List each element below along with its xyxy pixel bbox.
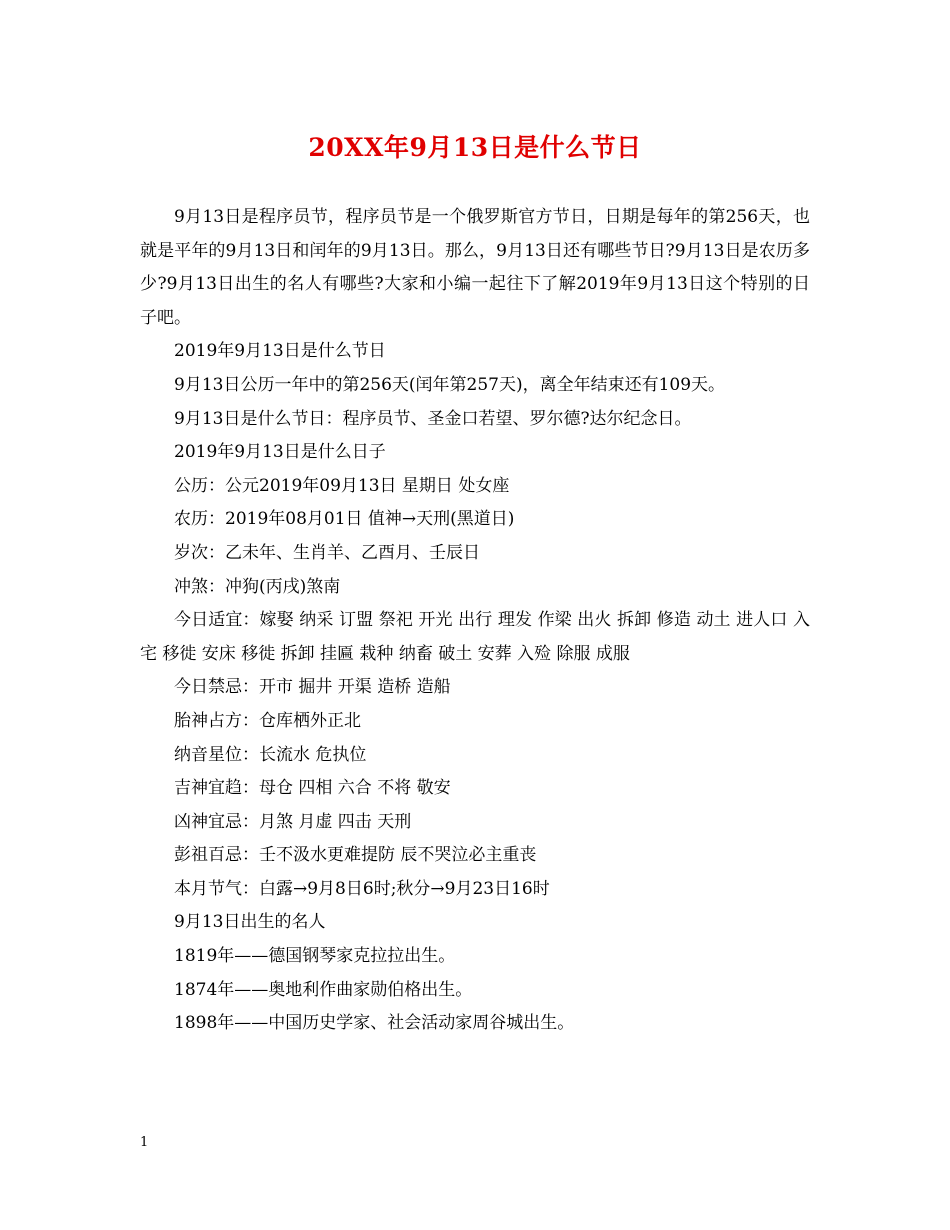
paragraph: 9月13日是程序员节，程序员节是一个俄罗斯官方节日，日期是每年的第256天，也就是平年的9月13日和闰年的9月13日。那么，9月13日还有哪些节日?9月13日是农历多少?9月13日出生的名人有哪些?大家和小编一起往下了解2019年9月13日这个特别的日子吧。 (140, 207, 810, 328)
paragraph: 凶神宜忌：月煞 月虚 四击 天刑 (174, 811, 412, 832)
page-number: 1 (140, 1135, 149, 1150)
paragraph: 9月13日出生的名人 (174, 912, 326, 933)
paragraph: 1874年——奥地利作曲家勋伯格出生。 (174, 979, 473, 1000)
paragraph: 胎神占方：仓库栖外正北 (174, 710, 361, 731)
paragraph: 9月13日是什么节日：程序员节、圣金口若望、罗尔德?达尔纪念日。 (174, 408, 692, 429)
paragraph: 2019年9月13日是什么节日 (174, 341, 386, 362)
paragraph: 9月13日公历一年中的第256天(闰年第257天)，离全年结束还有109天。 (174, 374, 726, 395)
paragraph: 纳音星位：长流水 危执位 (174, 744, 367, 765)
paragraph: 今日适宜：嫁娶 纳采 订盟 祭祀 开光 出行 理发 作梁 出火 拆卸 修造 动土 进人口 入宅 移徙 安床 移徙 拆卸 挂匾 栽种 纳畜 破土 安葬 入殓 除服 成服 (140, 610, 810, 664)
paragraph: 1819年——德国钢琴家克拉拉出生。 (174, 946, 456, 967)
paragraph: 吉神宜趋：母仓 四相 六合 不将 敬安 (174, 778, 451, 799)
paragraph: 本月节气：白露→9月8日6时;秋分→9月23日16时 (174, 878, 550, 899)
paragraph: 2019年9月13日是什么日子 (174, 442, 386, 463)
paragraph: 今日禁忌：开市 掘井 开渠 造桥 造船 (174, 677, 451, 698)
document-title: 20XX年9月13日是什么节日 (308, 133, 642, 162)
paragraph: 岁次：乙未年、生肖羊、乙酉月、壬辰日 (174, 542, 480, 563)
paragraph: 冲煞：冲狗(丙戌)煞南 (174, 576, 341, 597)
paragraph: 农历：2019年08月01日 值神→天刑(黑道日) (174, 509, 515, 530)
paragraph: 1898年——中国历史学家、社会活动家周谷城出生。 (174, 1013, 575, 1034)
document-body (140, 201, 810, 1041)
paragraph: 彭祖百忌：壬不汲水更难提防 辰不哭泣必主重丧 (174, 845, 537, 866)
paragraph: 公历：公元2019年09月13日 星期日 处女座 (174, 475, 510, 496)
